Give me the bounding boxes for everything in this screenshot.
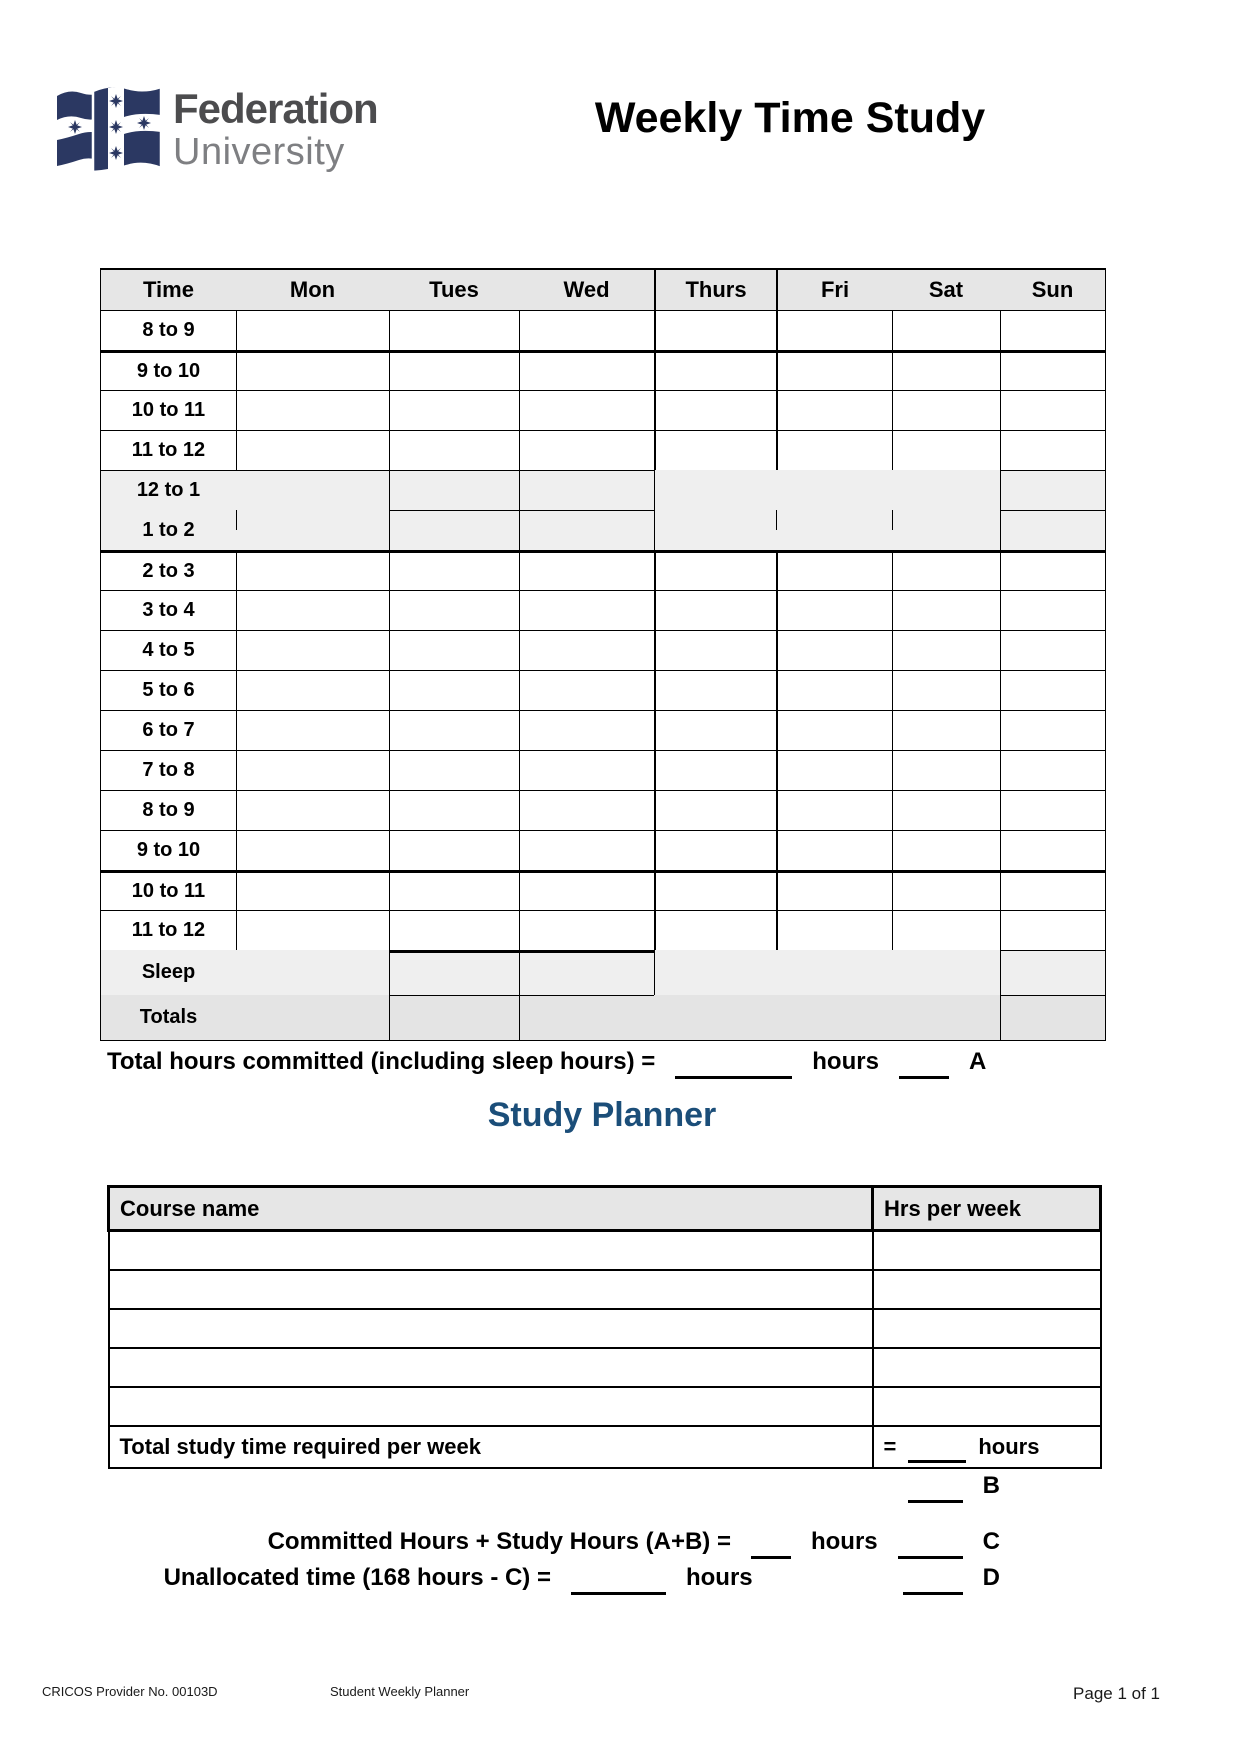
column-header-tues: Tues [389,270,519,310]
schedule-cell[interactable] [1000,310,1105,350]
schedule-cell[interactable] [1000,710,1105,750]
time-row-label: Totals [101,995,236,1040]
schedule-cell[interactable] [654,630,776,670]
letter-c-label: C [982,1528,1000,1555]
schedule-cell[interactable] [236,830,389,870]
course-name-cell[interactable] [109,1231,873,1271]
schedule-cell[interactable] [776,790,892,830]
total-committed-hours-field[interactable] [675,1052,792,1079]
schedule-cell[interactable] [519,630,654,670]
schedule-cell[interactable] [776,550,892,590]
schedule-cell[interactable] [654,750,776,790]
schedule-cell[interactable] [654,550,776,590]
time-row-label: 9 to 10 [101,350,236,390]
time-row-label: 11 to 12 [101,910,236,950]
course-row [109,1309,1101,1348]
committed-plus-study-line [0,1528,1000,1556]
letter-c-field[interactable] [898,1532,963,1559]
schedule-cell[interactable] [654,950,776,995]
schedule-cell[interactable] [654,870,776,910]
schedule-cell[interactable] [1000,750,1105,790]
schedule-cell[interactable] [892,710,1000,750]
time-row-label: 7 to 8 [101,750,236,790]
schedule-cell[interactable] [892,995,1000,1040]
schedule-cell[interactable] [892,670,1000,710]
federation-flag-icon [55,82,161,183]
course-name-cell[interactable] [109,1387,873,1426]
total-committed-unit: hours [812,1048,879,1075]
course-name-header: Course name [109,1187,873,1231]
time-row-label: 11 to 12 [101,430,236,470]
equation-d-label: Unallocated time (168 hours - C) = [163,1564,551,1591]
schedule-cell[interactable] [519,950,654,995]
schedule-cell[interactable] [389,470,519,510]
schedule-cell[interactable] [776,910,892,950]
schedule-cell[interactable] [892,790,1000,830]
schedule-cell[interactable] [236,670,389,710]
schedule-cell[interactable] [892,510,1000,550]
schedule-cell[interactable] [776,510,892,550]
schedule-cell[interactable] [389,995,519,1040]
course-hours-cell[interactable] [873,1231,1101,1271]
time-row-label: 8 to 9 [101,790,236,830]
schedule-cell[interactable] [1000,470,1105,510]
schedule-cell[interactable] [892,350,1000,390]
page-title: Weekly Time Study [594,94,986,142]
column-header-thurs: Thurs [654,270,776,310]
schedule-cell[interactable] [519,910,654,950]
schedule-cell[interactable] [776,750,892,790]
schedule-cell[interactable] [519,430,654,470]
schedule-cell[interactable] [389,350,519,390]
schedule-cell[interactable] [236,870,389,910]
time-table-header-row [101,270,1105,310]
time-row-label: 10 to 11 [101,870,236,910]
schedule-cell[interactable] [519,590,654,630]
schedule-cell[interactable] [892,950,1000,995]
logo-wordmark-bottom: University [173,131,345,173]
schedule-cell[interactable] [654,670,776,710]
course-hours-cell[interactable] [873,1309,1101,1348]
time-row-label: 10 to 11 [101,390,236,430]
schedule-cell[interactable] [776,710,892,750]
schedule-cell[interactable] [776,830,892,870]
time-row-label: 3 to 4 [101,590,236,630]
schedule-cell[interactable] [236,950,389,995]
study-planner-table [107,1185,1102,1469]
schedule-cell[interactable] [654,790,776,830]
course-rows [109,1231,1101,1427]
schedule-cell[interactable] [389,790,519,830]
schedule-cell[interactable] [776,870,892,910]
schedule-cell[interactable] [654,590,776,630]
time-row-label: 4 to 5 [101,630,236,670]
schedule-cell[interactable] [892,750,1000,790]
schedule-cell[interactable] [1000,430,1105,470]
schedule-cell[interactable] [892,390,1000,430]
schedule-cell[interactable] [1000,995,1105,1040]
course-hours-cell[interactable] [873,1348,1101,1387]
schedule-cell[interactable] [776,670,892,710]
course-row [109,1231,1101,1271]
schedule-cell[interactable] [519,995,654,1040]
column-header-time: Time [101,270,236,310]
schedule-cell[interactable] [1000,790,1105,830]
column-header-sat: Sat [892,270,1000,310]
schedule-cell[interactable] [892,870,1000,910]
schedule-cell[interactable] [654,430,776,470]
letter-d-label: D [982,1564,1000,1591]
schedule-cell[interactable] [236,630,389,670]
letter-b-label: B [982,1472,1000,1499]
schedule-cell[interactable] [236,470,389,510]
total-committed-label: Total hours committed (including sleep hours) = [107,1048,656,1075]
schedule-cell[interactable] [776,995,892,1040]
schedule-cell[interactable] [1000,910,1105,950]
time-row-label: 1 to 2 [101,510,236,550]
schedule-cell[interactable] [236,590,389,630]
total-study-unit: hours [978,1434,1040,1459]
schedule-cell[interactable] [654,830,776,870]
schedule-cell[interactable] [519,670,654,710]
equation-d-hours-field[interactable] [571,1568,666,1595]
schedule-cell[interactable] [1000,830,1105,870]
schedule-cell[interactable] [654,910,776,950]
column-header-mon: Mon [236,270,389,310]
time-row-label: 5 to 6 [101,670,236,710]
column-header-wed: Wed [519,270,654,310]
schedule-cell[interactable] [892,590,1000,630]
schedule-cell[interactable] [519,350,654,390]
time-row-label: 12 to 1 [101,470,236,510]
schedule-cell[interactable] [236,995,389,1040]
schedule-cell[interactable] [389,590,519,630]
schedule-cell[interactable] [389,390,519,430]
total-study-equals: = [883,1434,897,1459]
schedule-cell[interactable] [236,510,389,550]
time-row-label: 2 to 3 [101,550,236,590]
schedule-cell[interactable] [1000,350,1105,390]
logo-wordmark-top: Federation [173,85,378,132]
schedule-cell[interactable] [1000,670,1105,710]
course-row [109,1348,1101,1387]
schedule-cell[interactable] [654,995,776,1040]
schedule-cell[interactable] [389,830,519,870]
federation-university-logo [55,82,378,183]
footer-page-number: Page 1 of 1 [1073,1684,1160,1703]
schedule-cell[interactable] [389,750,519,790]
schedule-cell[interactable] [389,510,519,550]
schedule-cell[interactable] [776,310,892,350]
schedule-cell[interactable] [389,950,519,995]
schedule-cell[interactable] [519,750,654,790]
study-planner-heading: Study Planner [487,1096,717,1134]
time-row-label: 9 to 10 [101,830,236,870]
schedule-cell[interactable] [389,550,519,590]
schedule-cell[interactable] [776,470,892,510]
schedule-cell[interactable] [519,790,654,830]
schedule-cell[interactable] [1000,510,1105,550]
course-hours-cell[interactable] [873,1387,1101,1426]
column-header-fri: Fri [776,270,892,310]
schedule-cell[interactable] [519,550,654,590]
equation-d-unit: hours [685,1564,753,1591]
letter-a-label: A [968,1048,987,1075]
schedule-cell[interactable] [892,630,1000,670]
schedule-cell[interactable] [654,310,776,350]
schedule-cell[interactable] [654,350,776,390]
equation-c-hours-field[interactable] [751,1532,791,1559]
schedule-cell[interactable] [236,550,389,590]
schedule-cell[interactable] [776,950,892,995]
schedule-cell[interactable] [389,670,519,710]
schedule-cell[interactable] [892,550,1000,590]
schedule-cell[interactable] [236,710,389,750]
schedule-cell[interactable] [1000,590,1105,630]
total-study-row [109,1426,1101,1468]
letter-d-field[interactable] [903,1568,963,1595]
schedule-cell[interactable] [1000,390,1105,430]
schedule-cell[interactable] [776,390,892,430]
schedule-cell[interactable] [654,390,776,430]
schedule-cell[interactable] [1000,550,1105,590]
hrs-per-week-header: Hrs per week [873,1187,1101,1231]
course-name-cell[interactable] [109,1348,873,1387]
schedule-cell[interactable] [236,310,389,350]
course-row [109,1270,1101,1309]
schedule-cell[interactable] [519,470,654,510]
schedule-cell[interactable] [892,910,1000,950]
schedule-cell[interactable] [519,870,654,910]
course-row [109,1387,1101,1426]
schedule-cell[interactable] [236,910,389,950]
schedule-cell[interactable] [519,510,654,550]
schedule-cell[interactable] [389,430,519,470]
course-name-cell[interactable] [109,1309,873,1348]
schedule-cell[interactable] [519,390,654,430]
schedule-cell[interactable] [236,390,389,430]
schedule-cell[interactable] [654,710,776,750]
schedule-cell[interactable] [1000,950,1105,995]
letter-a-field[interactable] [899,1052,949,1079]
footer-cricos: CRICOS Provider No. 00103D [42,1684,218,1699]
column-header-sun: Sun [1000,270,1105,310]
total-study-hours-field[interactable] [908,1436,966,1463]
total-study-value-cell [873,1426,1101,1468]
total-committed-line [107,1048,986,1076]
course-hours-cell[interactable] [873,1270,1101,1309]
footer-doc-name: Student Weekly Planner [330,1684,470,1699]
course-name-cell[interactable] [109,1270,873,1309]
schedule-cell[interactable] [236,790,389,830]
equation-c-label: Committed Hours + Study Hours (A+B) = [267,1528,731,1555]
schedule-cell[interactable] [1000,630,1105,670]
schedule-cell[interactable] [654,470,776,510]
letter-b-line [0,1472,1000,1500]
schedule-cell[interactable] [892,310,1000,350]
unallocated-time-line [0,1564,1000,1592]
time-row-label: 8 to 9 [101,310,236,350]
weekly-time-table [100,268,1106,1041]
schedule-cell[interactable] [654,510,776,550]
letter-b-field[interactable] [908,1476,963,1503]
schedule-cell[interactable] [389,310,519,350]
time-row-label: 6 to 7 [101,710,236,750]
time-row-label: Sleep [101,950,236,995]
schedule-cell[interactable] [389,710,519,750]
equation-c-unit: hours [810,1528,878,1555]
schedule-cell[interactable] [519,310,654,350]
total-study-label: Total study time required per week [109,1426,873,1468]
schedule-cell[interactable] [389,630,519,670]
schedule-cell[interactable] [389,910,519,950]
schedule-cell[interactable] [389,870,519,910]
schedule-cell[interactable] [892,470,1000,510]
schedule-cell[interactable] [776,590,892,630]
schedule-cell[interactable] [776,350,892,390]
schedule-cell[interactable] [519,710,654,750]
schedule-cell[interactable] [519,830,654,870]
schedule-cell[interactable] [1000,870,1105,910]
schedule-cell[interactable] [236,750,389,790]
schedule-cell[interactable] [892,430,1000,470]
schedule-cell[interactable] [236,350,389,390]
schedule-cell[interactable] [776,430,892,470]
schedule-cell[interactable] [236,430,389,470]
schedule-cell[interactable] [892,830,1000,870]
schedule-cell[interactable] [776,630,892,670]
